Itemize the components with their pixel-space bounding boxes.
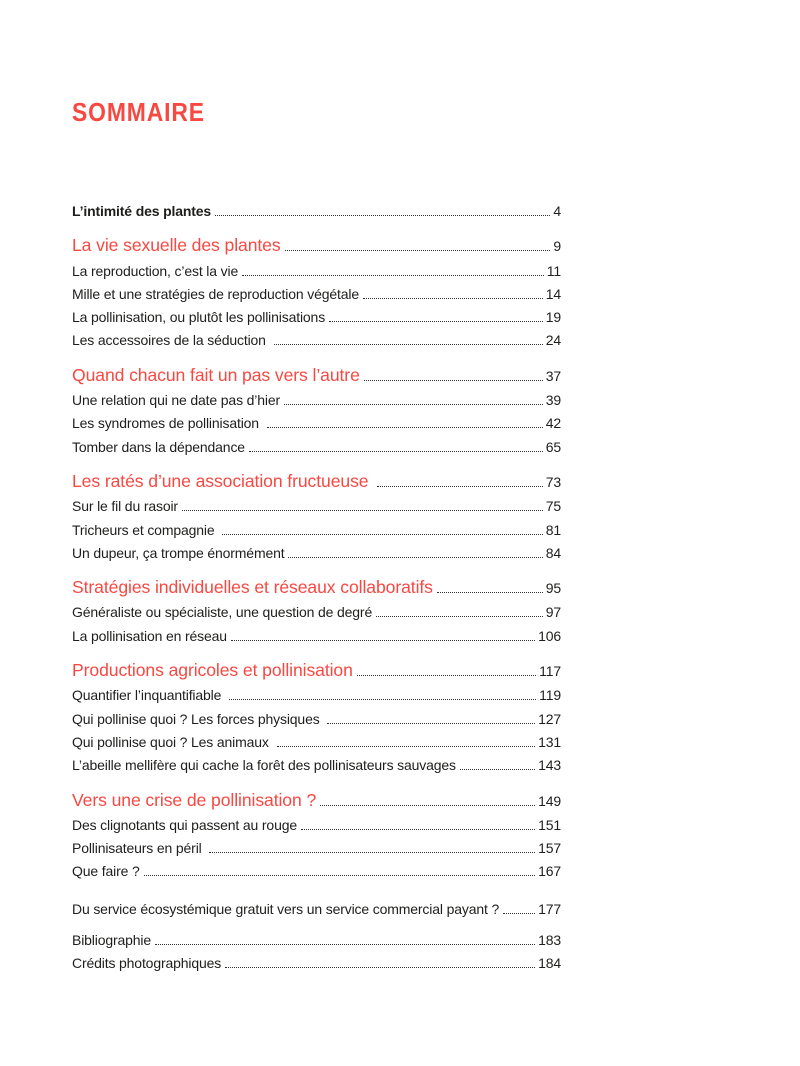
toc-entry-label: Du service écosystémique gratuit vers un service commercial payant ?: [72, 900, 500, 917]
toc-entry: [72, 389, 561, 412]
toc-entry: [72, 625, 561, 648]
toc-entry-label: Bibliographie: [72, 932, 151, 949]
toc-entry-label: Généraliste ou spécialiste, une question de degré: [72, 604, 373, 621]
dot-leader: [155, 944, 535, 945]
dot-leader: [285, 250, 551, 251]
toc-entry-page-number: 167: [538, 863, 561, 880]
dot-leader: [320, 805, 535, 806]
toc-entry: [72, 659, 561, 683]
dot-leader: [229, 699, 536, 700]
toc-entry: [72, 684, 561, 707]
toc-entry-label: Sur le fil du rasoir: [72, 498, 178, 515]
dot-leader: [209, 852, 535, 853]
toc-entry-page-number: 184: [538, 955, 561, 972]
toc-entry: [72, 234, 561, 258]
toc-entry-page-number: 143: [538, 757, 561, 774]
toc-entry: [72, 495, 561, 518]
toc-entry-page-number: 81: [545, 521, 561, 538]
toc-entry-label: Une relation qui ne date pas d’hier: [72, 392, 281, 409]
dot-leader: [267, 427, 543, 428]
dot-leader: [288, 557, 542, 558]
toc-entry-label: Tricheurs et compagnie: [72, 521, 219, 538]
toc-entry: [72, 898, 561, 921]
toc-entry: [72, 837, 561, 860]
toc-entry-page-number: 119: [539, 687, 561, 704]
toc-entry-label: Les syndromes de pollinisation: [72, 415, 263, 432]
toc-entry-label: La vie sexuelle des plantes: [72, 235, 281, 256]
dot-leader: [144, 875, 535, 876]
toc-entry: [72, 306, 561, 329]
toc-entry-label: Crédits photographiques: [72, 955, 222, 972]
toc-entry-page-number: 84: [545, 544, 561, 561]
toc-entry-page-number: 177: [538, 900, 561, 917]
toc-entry: [72, 436, 561, 459]
toc-entry: [72, 601, 561, 624]
toc-entry-page-number: 37: [545, 367, 561, 384]
toc-entry-page-number: 24: [545, 332, 561, 349]
toc-entry: [72, 470, 561, 494]
dot-leader: [231, 640, 535, 641]
toc-entry-label: Qui pollinise quoi ? Les animaux: [72, 733, 273, 750]
toc-entry: [72, 731, 561, 754]
toc-entry: [72, 860, 561, 883]
dot-leader: [363, 298, 543, 299]
toc-entry-page-number: 106: [538, 627, 561, 644]
toc-entry-page-number: 149: [538, 792, 561, 809]
dot-leader: [249, 451, 543, 452]
toc-entry-page-number: 131: [538, 733, 561, 750]
toc-entry: [72, 364, 561, 388]
toc-entry: [72, 789, 561, 813]
dot-leader: [301, 829, 535, 830]
dot-leader: [274, 344, 543, 345]
toc-entry-label: Les accessoires de la séduction: [72, 332, 270, 349]
toc-list: [72, 200, 561, 976]
toc-entry: [72, 519, 561, 542]
toc-entry: [72, 283, 561, 306]
toc-entry-label: Tomber dans la dépendance: [72, 438, 245, 455]
toc-entry: [72, 542, 561, 565]
toc-entry-page-number: 73: [545, 473, 561, 490]
toc-entry-page-number: 157: [538, 840, 561, 857]
dot-leader: [215, 215, 550, 216]
toc-entry-label: Les ratés d’une association fructueuse: [72, 470, 374, 491]
toc-entry: [72, 200, 561, 223]
dot-leader: [225, 967, 535, 968]
toc-entry-label: L’abeille mellifère qui cache la forêt des pollinisateurs sauvages: [72, 757, 456, 774]
toc-entry-page-number: 9: [553, 238, 561, 255]
dot-leader: [503, 913, 535, 914]
toc-entry-label: La pollinisation en réseau: [72, 627, 227, 644]
toc-entry: [72, 412, 561, 435]
toc-entry: [72, 754, 561, 777]
toc-entry: [72, 708, 561, 731]
toc-entry-label: Qui pollinise quoi ? Les forces physiques: [72, 710, 324, 727]
page-title: SOMMAIRE: [72, 97, 205, 127]
toc-entry-page-number: 127: [538, 710, 561, 727]
toc-entry-page-number: 19: [545, 309, 561, 326]
dot-leader: [284, 404, 543, 405]
toc-entry-page-number: 95: [545, 580, 561, 597]
dot-leader: [182, 510, 543, 511]
toc-entry: [72, 260, 561, 283]
dot-leader: [357, 675, 536, 676]
toc-entry-page-number: 4: [553, 203, 561, 219]
toc-entry-label: Vers une crise de pollinisation ?: [72, 789, 317, 810]
toc-entry-label: La pollinisation, ou plutôt les pollinisations: [72, 309, 326, 326]
toc-entry-label: Stratégies individuelles et réseaux collaboratifs: [72, 577, 433, 598]
dot-leader: [327, 723, 535, 724]
toc-entry-label: Pollinisateurs en péril: [72, 840, 206, 857]
toc-entry-page-number: 75: [545, 498, 561, 515]
toc-entry-page-number: 65: [545, 438, 561, 455]
toc-entry: [72, 576, 561, 600]
dot-leader: [376, 616, 543, 617]
toc-entry: [72, 814, 561, 837]
dot-leader: [222, 534, 543, 535]
toc-entry-label: Que faire ?: [72, 863, 140, 880]
toc-entry-label: Des clignotants qui passent au rouge: [72, 816, 297, 833]
toc-entry-label: La reproduction, c’est la vie: [72, 262, 239, 279]
toc-entry-label: Mille et une stratégies de reproduction végétale: [72, 285, 359, 302]
dot-leader: [377, 486, 542, 487]
toc-entry-label: Un dupeur, ça trompe énormément: [72, 544, 285, 561]
dot-leader: [437, 592, 543, 593]
dot-leader: [460, 769, 535, 770]
toc-entry-page-number: 14: [545, 285, 561, 302]
toc-entry-label: Quand chacun fait un pas vers l’autre: [72, 364, 360, 385]
toc-entry-page-number: 39: [545, 392, 561, 409]
toc-entry-page-number: 97: [545, 604, 561, 621]
dot-leader: [242, 275, 544, 276]
toc-entry-label: L’intimité des plantes: [72, 203, 212, 219]
toc-entry-page-number: 183: [538, 932, 561, 949]
dot-leader: [329, 321, 543, 322]
toc-entry-page-number: 151: [538, 816, 561, 833]
toc-entry-label: Productions agricoles et pollinisation: [72, 660, 353, 681]
toc-entry-label: Quantifier l’inquantifiable: [72, 687, 226, 704]
toc-entry: [72, 952, 561, 975]
toc-entry: [72, 929, 561, 952]
toc-entry: [72, 329, 561, 352]
toc-entry-page-number: 42: [545, 415, 561, 432]
dot-leader: [277, 746, 536, 747]
dot-leader: [364, 380, 543, 381]
toc-entry-page-number: 11: [546, 262, 561, 279]
page-content: [72, 99, 561, 976]
toc-entry-page-number: 117: [539, 663, 561, 680]
